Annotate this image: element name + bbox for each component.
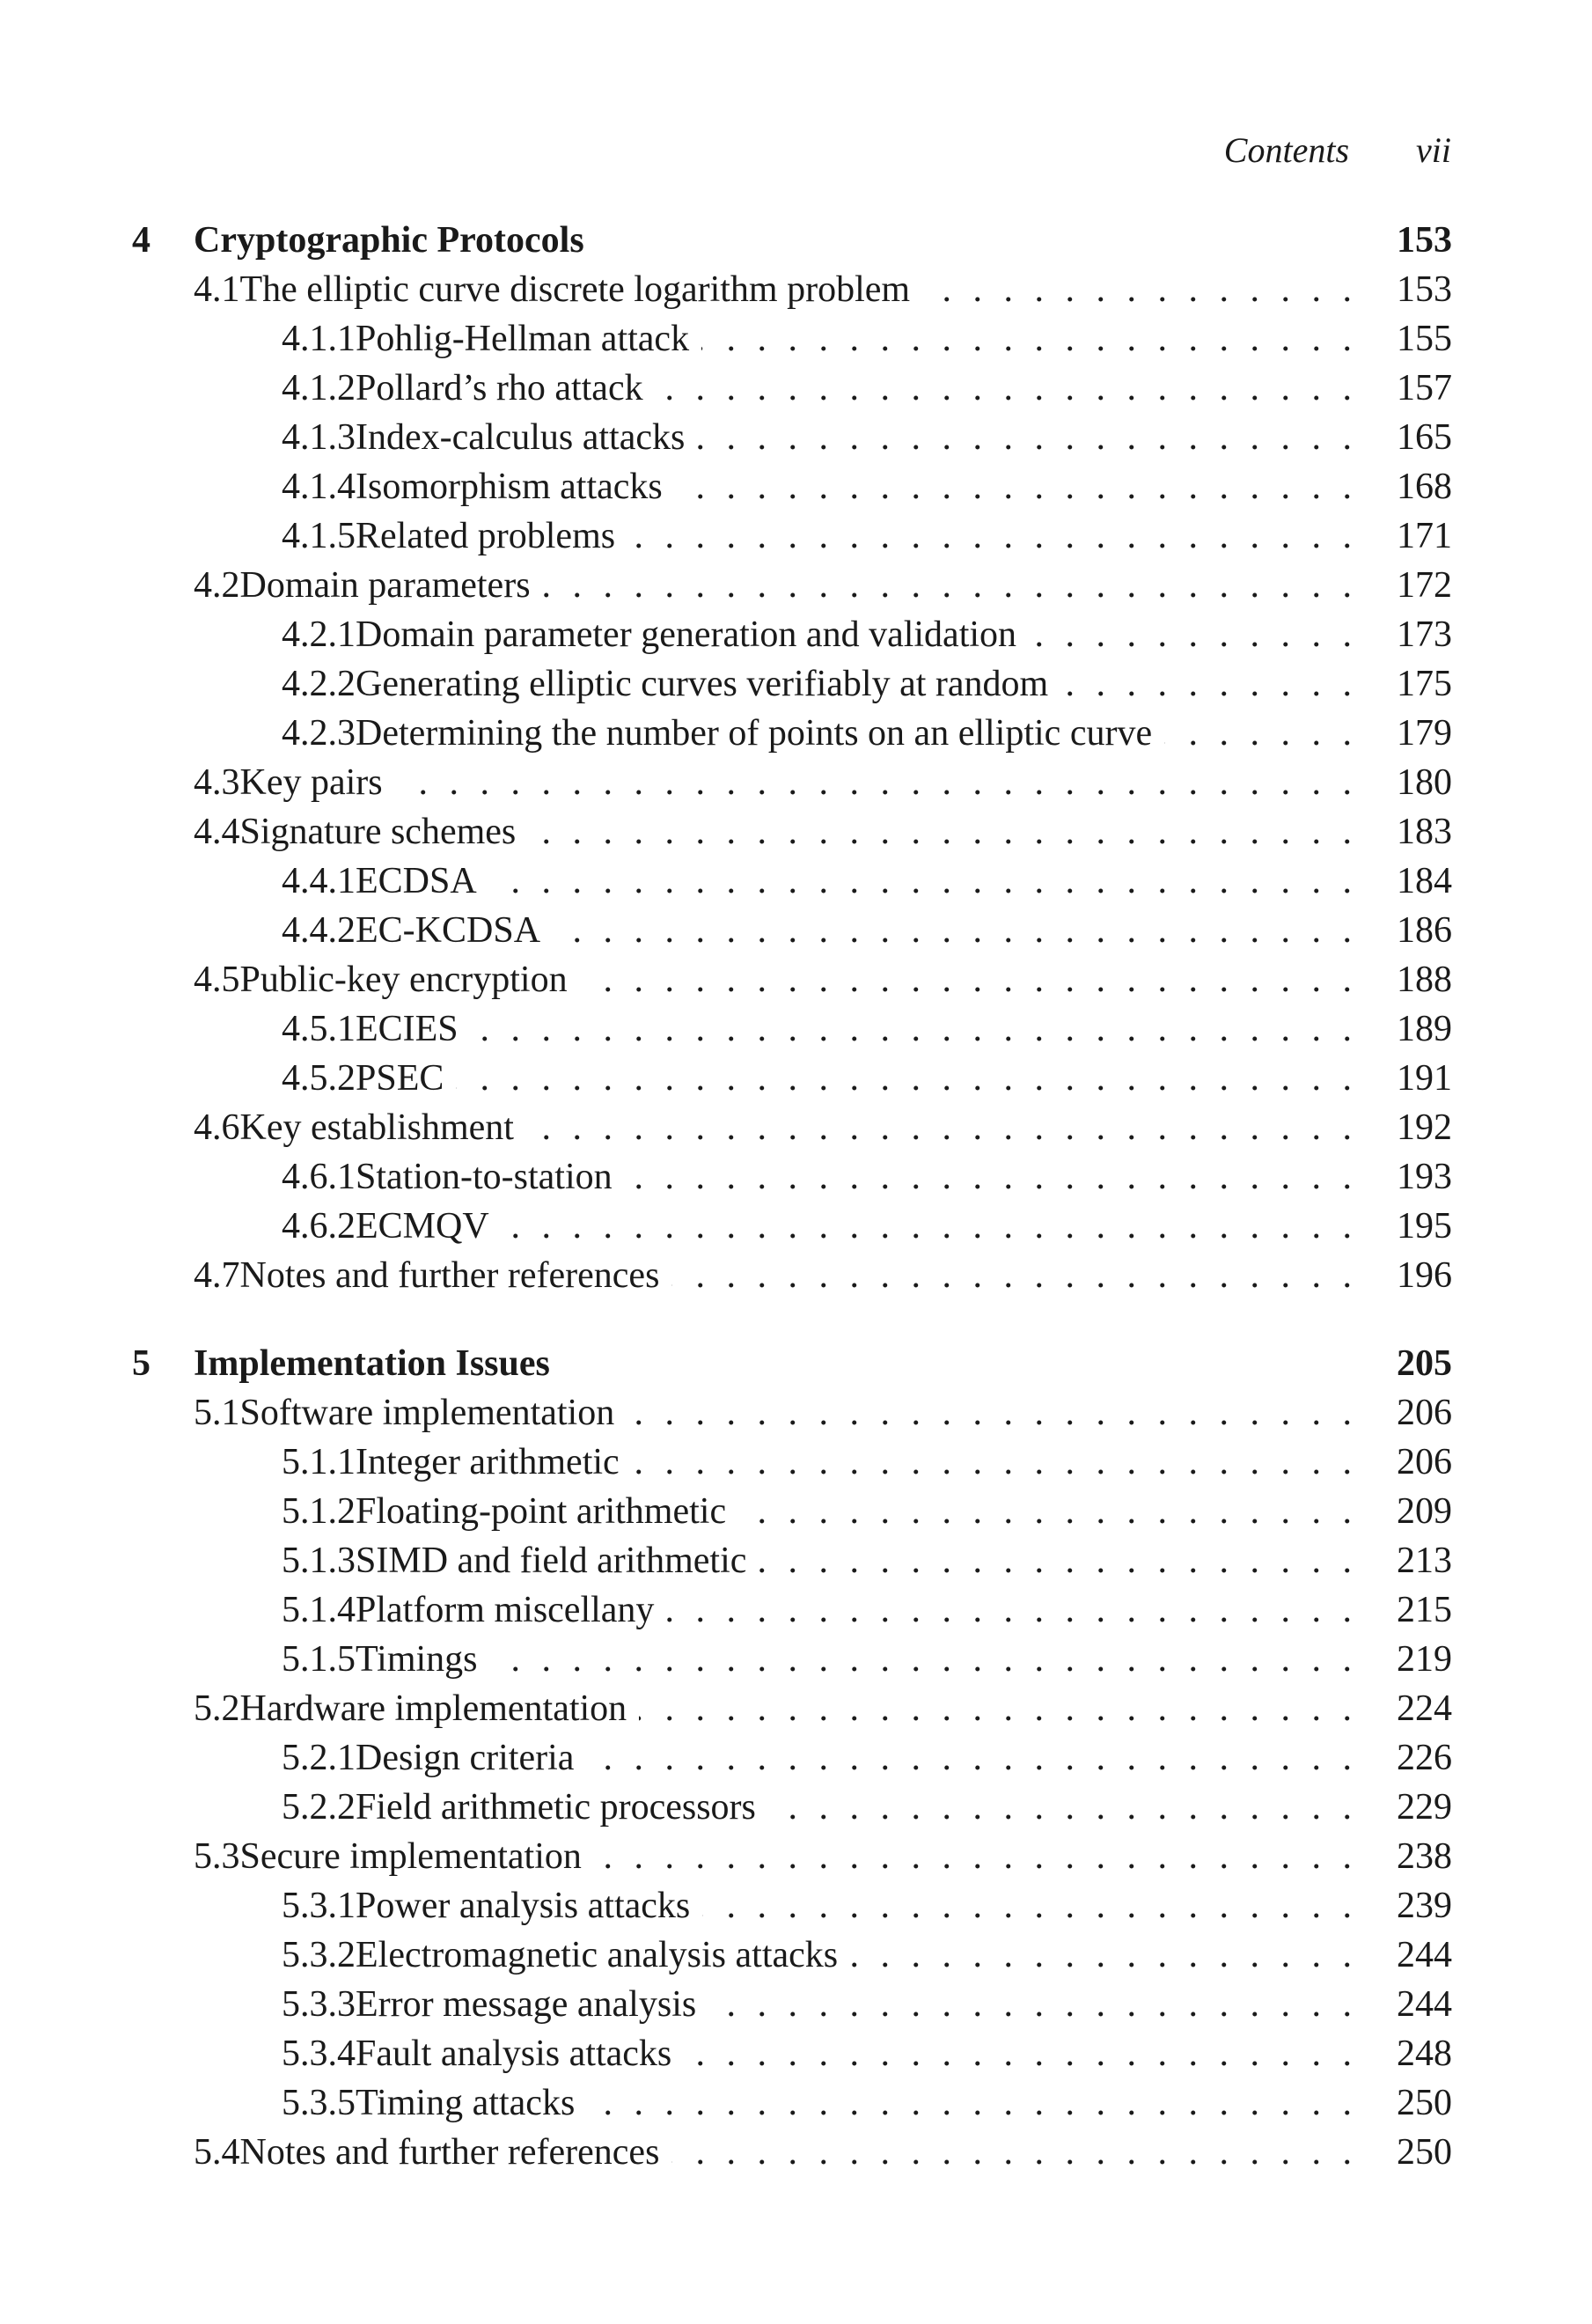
dot-leader	[490, 1635, 1352, 1684]
entry-page: 229	[1397, 1787, 1452, 1828]
entry-title: Pohlig-Hellman attack	[356, 319, 690, 359]
entry-page: 239	[1397, 1886, 1452, 1926]
dot-leader	[632, 1438, 1352, 1487]
entry-title: Notes and further references	[239, 2132, 660, 2173]
entry-title: Generating elliptic curves verifiably at random	[356, 664, 1049, 704]
dot-leader	[627, 1388, 1352, 1438]
entry-page: 196	[1397, 1255, 1452, 1296]
dot-leader	[702, 1881, 1352, 1931]
entry-number: 5.2.2	[282, 1787, 356, 1828]
entry-title: Related problems	[356, 516, 616, 556]
entry-title: Design criteria	[356, 1738, 575, 1778]
entry-page: 209	[1397, 1491, 1452, 1532]
entry-title: SIMD and field arithmetic	[356, 1541, 747, 1581]
dot-leader	[671, 2128, 1352, 2177]
toc-subsection[interactable]	[132, 1733, 1452, 1783]
entry-page: 213	[1397, 1541, 1452, 1581]
dot-leader	[580, 955, 1352, 1004]
dot-leader	[639, 1684, 1352, 1733]
entry-page: 244	[1397, 1935, 1452, 1975]
entry-title: EC-KCDSA	[356, 910, 541, 951]
entry-number: 5.1	[194, 1393, 240, 1433]
toc-subsection[interactable]	[132, 511, 1452, 561]
entry-number: 4.7	[194, 1255, 240, 1296]
entry-title: Domain parameter generation and validation	[356, 614, 1017, 655]
chapter-number: 4	[132, 220, 150, 261]
toc-subsection[interactable]	[132, 906, 1452, 955]
entry-title: Electromagnetic analysis attacks	[356, 1935, 839, 1975]
entry-page: 157	[1397, 368, 1452, 408]
toc-section[interactable]	[132, 1388, 1452, 1438]
toc-section[interactable]	[132, 1251, 1452, 1300]
entry-page: 226	[1397, 1738, 1452, 1778]
entry-page: 193	[1397, 1157, 1452, 1197]
entry-title: Platform miscellany	[356, 1590, 655, 1630]
entry-page: 171	[1397, 516, 1452, 556]
toc-section[interactable]	[132, 1103, 1452, 1152]
dot-leader	[697, 413, 1352, 462]
dot-leader	[675, 462, 1352, 511]
entry-number: 5.3.1	[282, 1886, 356, 1926]
toc-subsection[interactable]	[132, 1152, 1452, 1202]
toc-subsection[interactable]	[132, 1536, 1452, 1585]
entry-page: 173	[1397, 614, 1452, 655]
toc-subsection[interactable]	[132, 610, 1452, 659]
dot-leader	[625, 1152, 1352, 1202]
entry-number: 4.1.4	[282, 467, 356, 507]
toc-section[interactable]	[132, 955, 1452, 1004]
entry-page: 186	[1397, 910, 1452, 951]
toc-section[interactable]	[132, 265, 1452, 314]
chapter-title: Cryptographic Protocols	[194, 220, 584, 261]
chapter-page: 205	[1397, 1343, 1452, 1384]
entry-title: Station-to-station	[356, 1157, 613, 1197]
dot-leader	[471, 1004, 1352, 1054]
entry-page: 206	[1397, 1393, 1452, 1433]
entry-number: 5.1.4	[282, 1590, 356, 1630]
dot-leader	[768, 1783, 1352, 1832]
toc-section[interactable]	[132, 1684, 1452, 1733]
entry-title: Floating-point arithmetic	[356, 1491, 727, 1532]
entry-number: 4.4	[194, 812, 240, 852]
toc-subsection[interactable]	[132, 857, 1452, 906]
entry-number: 5.3.3	[282, 1984, 356, 2025]
entry-number: 4.6.2	[282, 1206, 356, 1247]
entry-title: ECMQV	[356, 1206, 489, 1247]
toc-subsection[interactable]	[132, 314, 1452, 364]
entry-number: 5.3.5	[282, 2083, 356, 2123]
dot-leader	[553, 906, 1352, 955]
entry-title: Fault analysis attacks	[356, 2034, 672, 2074]
toc-subsection[interactable]	[132, 659, 1452, 709]
dot-leader	[684, 2029, 1352, 2078]
entry-page: 248	[1397, 2034, 1452, 2074]
entry-title: Pollard’s rho attack	[356, 368, 643, 408]
entry-title: Power analysis attacks	[356, 1886, 691, 1926]
toc-section[interactable]	[132, 758, 1452, 807]
header-page-number: vii	[1416, 129, 1451, 170]
dot-leader	[1029, 610, 1352, 659]
entry-page: 188	[1397, 960, 1452, 1000]
toc-subsection[interactable]	[132, 2078, 1452, 2128]
toc-subsection[interactable]	[132, 1783, 1452, 1832]
entry-page: 184	[1397, 861, 1452, 901]
toc-subsection[interactable]	[132, 2029, 1452, 2078]
entry-number: 4.2.2	[282, 664, 356, 704]
entry-number: 4.4.1	[282, 861, 356, 901]
entry-number: 4.4.2	[282, 910, 356, 951]
dot-leader	[502, 1202, 1352, 1251]
entry-title: Public-key encryption	[239, 960, 568, 1000]
entry-page: 165	[1397, 417, 1452, 458]
entry-title: Timings	[356, 1639, 478, 1680]
toc-subsection[interactable]	[132, 1487, 1452, 1536]
entry-title: Isomorphism attacks	[356, 467, 663, 507]
dot-leader	[456, 1054, 1352, 1103]
entry-number: 4.1	[194, 269, 240, 310]
entry-number: 4.5	[194, 960, 240, 1000]
entry-number: 5.1.5	[282, 1639, 356, 1680]
entry-title: Notes and further references	[239, 1255, 660, 1296]
entry-page: 219	[1397, 1639, 1452, 1680]
entry-page: 224	[1397, 1688, 1452, 1729]
entry-title: PSEC	[356, 1058, 444, 1099]
entry-number: 4.2	[194, 565, 240, 606]
entry-title: Signature schemes	[239, 812, 517, 852]
chapter-title: Implementation Issues	[194, 1343, 550, 1384]
toc-subsection[interactable]	[132, 1635, 1452, 1684]
dot-leader	[708, 1980, 1352, 2029]
entry-title: Key pairs	[239, 762, 383, 803]
entry-page: 250	[1397, 2132, 1452, 2173]
toc-subsection[interactable]	[132, 413, 1452, 462]
table-of-contents	[132, 216, 1452, 2177]
entry-number: 4.3	[194, 762, 240, 803]
entry-title: Field arithmetic processors	[356, 1787, 756, 1828]
entry-page: 172	[1397, 565, 1452, 606]
toc-chapter[interactable]	[132, 1339, 1452, 1388]
dot-leader	[759, 1536, 1352, 1585]
toc-section[interactable]	[132, 807, 1452, 857]
entry-title: Hardware implementation	[239, 1688, 627, 1729]
entry-number: 5.3.2	[282, 1935, 356, 1975]
dot-leader	[738, 1487, 1352, 1536]
entry-title: The elliptic curve discrete logarithm problem	[239, 269, 911, 310]
entry-page: 180	[1397, 762, 1452, 803]
entry-number: 5.2.1	[282, 1738, 356, 1778]
header-title: Contents	[1223, 129, 1350, 170]
entry-number: 5.1.1	[282, 1442, 356, 1482]
entry-title: Software implementation	[239, 1393, 615, 1433]
dot-leader	[543, 561, 1352, 610]
dot-leader	[701, 314, 1352, 364]
entry-title: Integer arithmetic	[356, 1442, 620, 1482]
entry-title: ECIES	[356, 1009, 459, 1049]
entry-title: Domain parameters	[239, 565, 531, 606]
entry-number: 4.2.1	[282, 614, 356, 655]
dot-leader	[1060, 659, 1352, 709]
toc-subsection[interactable]	[132, 1004, 1452, 1054]
dot-leader	[586, 1733, 1352, 1783]
entry-page: 153	[1397, 269, 1452, 310]
entry-title: ECDSA	[356, 861, 477, 901]
running-header	[1224, 125, 1451, 174]
dot-leader	[1164, 709, 1352, 758]
entry-page: 183	[1397, 812, 1452, 852]
entry-title: Error message analysis	[356, 1984, 697, 2025]
entry-page: 215	[1397, 1590, 1452, 1630]
entry-page: 238	[1397, 1836, 1452, 1877]
entry-page: 175	[1397, 664, 1452, 704]
toc-subsection[interactable]	[132, 1054, 1452, 1103]
toc-section[interactable]	[132, 561, 1452, 610]
toc-subsection[interactable]	[132, 1438, 1452, 1487]
entry-number: 5.3	[194, 1836, 240, 1877]
toc-subsection[interactable]	[132, 1931, 1452, 1980]
dot-leader	[850, 1931, 1352, 1980]
toc-subsection[interactable]	[132, 364, 1452, 413]
dot-leader	[489, 857, 1352, 906]
toc-section[interactable]	[132, 2128, 1452, 2177]
entry-page: 206	[1397, 1442, 1452, 1482]
entry-page: 195	[1397, 1206, 1452, 1247]
entry-number: 5.4	[194, 2132, 240, 2173]
entry-number: 4.6.1	[282, 1157, 356, 1197]
dot-leader	[587, 2078, 1352, 2128]
dot-leader	[656, 364, 1352, 413]
entry-page: 244	[1397, 1984, 1452, 2025]
entry-number: 4.1.3	[282, 417, 356, 458]
entry-number: 5.1.3	[282, 1541, 356, 1581]
dot-leader	[594, 1832, 1352, 1881]
entry-number: 5.3.4	[282, 2034, 356, 2074]
toc-chapter[interactable]	[132, 216, 1452, 265]
toc-subsection[interactable]	[132, 1980, 1452, 2029]
entry-number: 5.1.2	[282, 1491, 356, 1532]
dot-leader	[627, 511, 1352, 561]
entry-page: 250	[1397, 2083, 1452, 2123]
chapter-number: 5	[132, 1343, 150, 1384]
entry-page: 189	[1397, 1009, 1452, 1049]
entry-title: Determining the number of points on an elliptic curve	[356, 713, 1153, 754]
dot-leader	[395, 758, 1352, 807]
dot-leader	[666, 1585, 1352, 1635]
entry-number: 4.1.2	[282, 368, 356, 408]
entry-page: 155	[1397, 319, 1452, 359]
chapter-gap	[132, 1300, 1452, 1339]
entry-title: Index-calculus attacks	[356, 417, 686, 458]
entry-page: 179	[1397, 713, 1452, 754]
entry-page: 168	[1397, 467, 1452, 507]
entry-page: 192	[1397, 1107, 1452, 1148]
toc-subsection[interactable]	[132, 1202, 1452, 1251]
entry-title: Secure implementation	[239, 1836, 582, 1877]
entry-title: Key establishment	[239, 1107, 514, 1148]
toc-subsection[interactable]	[132, 1585, 1452, 1635]
toc-subsection[interactable]	[132, 1881, 1452, 1931]
entry-title: Timing attacks	[356, 2083, 576, 2123]
entry-number: 4.5.1	[282, 1009, 356, 1049]
entry-number: 4.2.3	[282, 713, 356, 754]
entry-number: 4.1.5	[282, 516, 356, 556]
entry-number: 4.5.2	[282, 1058, 356, 1099]
toc-section[interactable]	[132, 1832, 1452, 1881]
entry-page: 191	[1397, 1058, 1452, 1099]
dot-leader	[671, 1251, 1352, 1300]
toc-subsection[interactable]	[132, 462, 1452, 511]
chapter-page: 153	[1397, 220, 1452, 261]
toc-subsection[interactable]	[132, 709, 1452, 758]
dot-leader	[922, 265, 1352, 314]
dot-leader	[528, 807, 1352, 857]
entry-number: 4.1.1	[282, 319, 356, 359]
dot-leader	[526, 1103, 1352, 1152]
entry-number: 4.6	[194, 1107, 240, 1148]
entry-number: 5.2	[194, 1688, 240, 1729]
